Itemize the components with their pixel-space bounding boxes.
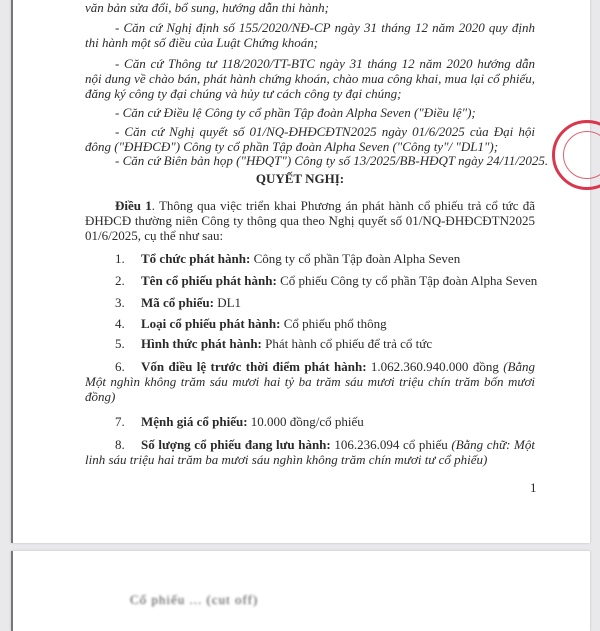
preamble-line: - Căn cứ Điều lệ Công ty cổ phần Tập đoàn Alpha Seven ("Điều lệ");	[115, 105, 476, 120]
item-label: Số lượng cổ phiếu đang lưu hành:	[141, 437, 331, 452]
item-value: Công ty cổ phần Tập đoàn Alpha Seven	[250, 251, 461, 266]
item-number: 1.	[115, 251, 125, 266]
preamble-line: nội dung về chào bán, phát hành chứng khoán, chào mua công khai, mua lại cổ phiếu,	[85, 71, 535, 86]
item-label: Vốn điều lệ trước thời điểm phát hành:	[141, 359, 367, 374]
item-label: Mệnh giá cổ phiếu:	[141, 414, 248, 429]
item-number: 2.	[115, 273, 125, 288]
item-note: (Bằng	[503, 359, 535, 374]
resolution-item	[115, 316, 387, 331]
item-value: 10.000 đồng/cổ phiếu	[247, 414, 364, 429]
item-label: Mã cổ phiếu:	[141, 295, 214, 310]
resolution-item	[115, 295, 241, 310]
item-number: 7.	[115, 414, 125, 429]
resolution-item	[115, 251, 460, 266]
item-value: DL1	[213, 295, 242, 310]
resolution-item	[115, 437, 535, 452]
item-value: 1.062.360.940.000 đồng	[366, 359, 504, 374]
item-value: 106.236.094 cổ phiếu	[330, 437, 452, 452]
page-2-cut-text: Cổ phiếu ... (cut off)	[130, 592, 259, 607]
article-1-line: 01/6/2025, cụ thể như sau:	[85, 228, 224, 243]
item-note-continuation: linh sáu triệu hai trăm ba mươi sáu nghìn không trăm chín mươi tư cổ phiếu)	[85, 452, 488, 467]
preamble-line: đăng ký công ty đại chúng và hủy tư cách công ty đại chúng;	[85, 86, 402, 101]
article-1-line	[115, 198, 535, 213]
item-note-continuation: Một nghìn không trăm sáu mươi hai tỷ ba trăm sáu mươi triệu chín trăm bốn mươi	[85, 374, 535, 389]
item-number: 3.	[115, 295, 125, 310]
item-value: Cổ phiếu phổ thông	[280, 316, 387, 331]
resolution-item	[115, 336, 432, 351]
preamble-line: - Căn cứ Nghị quyết số 01/NQ-ĐHĐCĐTN2025 ngày 01/6/2025 của Đại hội	[115, 124, 535, 139]
item-value: Cổ phiếu Công ty cổ phần Tập đoàn Alpha Seven	[276, 273, 538, 288]
resolution-item	[115, 414, 364, 429]
item-note: (Bằng chữ: Một	[451, 437, 535, 452]
item-label: Hình thức phát hành:	[141, 336, 262, 351]
document-page-2	[11, 551, 590, 631]
item-note-continuation: đồng)	[85, 389, 116, 404]
item-number: 4.	[115, 316, 125, 331]
resolution-item	[115, 359, 535, 374]
preamble-line: thi hành một số điều của Luật Chứng khoán;	[85, 35, 319, 50]
item-label: Loại cổ phiếu phát hành:	[141, 316, 281, 331]
preamble-line: đông ("ĐHĐCĐ") Công ty cổ phần Tập đoàn Alpha Seven ("Công ty"/ "DL1");	[85, 139, 499, 154]
resolution-heading: QUYẾT NGHỊ:	[255, 171, 345, 186]
preamble-line: - Căn cứ Thông tư 118/2020/TT-BTC ngày 31 tháng 12 năm 2020 hướng dẫn	[115, 56, 535, 71]
article-1-line: ĐHĐCĐ thường niên Công ty thông qua theo Nghị quyết số 01/NQ-ĐHĐCĐTN2025	[85, 213, 535, 228]
item-number: 8.	[115, 437, 125, 452]
item-number: 5.	[115, 336, 125, 351]
preamble-line: - Căn cứ Biên bản họp ("HĐQT") Công ty số 13/2025/BB-HĐQT ngày 24/11/2025.	[115, 153, 549, 168]
item-number: 6.	[115, 359, 125, 374]
item-value: Phát hành cổ phiếu để trả cổ tức	[261, 336, 433, 351]
article-1-text: . Thông qua việc triển khai Phương án phát hành cổ phiếu trả cổ tức đã	[151, 198, 535, 213]
preamble-line: - Căn cứ Nghị định số 155/2020/NĐ-CP ngày 31 tháng 12 năm 2020 quy định	[115, 20, 535, 35]
article-1-label: Điều 1	[115, 198, 152, 213]
page-number: 1	[530, 480, 537, 495]
resolution-item	[115, 273, 537, 288]
item-label: Tên cổ phiếu phát hành:	[141, 273, 277, 288]
item-label: Tổ chức phát hành:	[141, 251, 251, 266]
preamble-line: văn bản sửa đổi, bổ sung, hướng dẫn thi hành;	[85, 0, 329, 15]
